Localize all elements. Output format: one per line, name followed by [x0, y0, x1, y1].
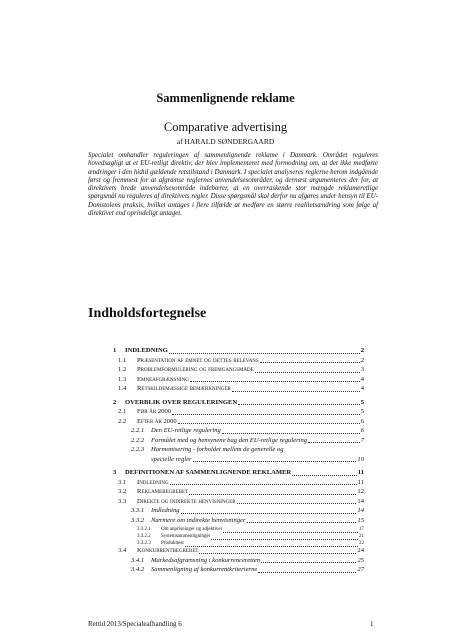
toc-entry-title: Reklamebegrebet [137, 488, 189, 495]
toc-entry-page: 10 [357, 455, 364, 463]
toc-leader-dots [222, 428, 360, 434]
toc-leader-dots [181, 508, 357, 514]
toc-entry-page: 14 [357, 497, 364, 505]
toc-entry-title: Den EU-retlige regulering [151, 427, 221, 434]
toc-leader-dots [170, 479, 357, 485]
toc-entry[interactable] [131, 516, 364, 525]
toc-leader-dots [260, 357, 360, 363]
toc-entry-page: 27 [357, 566, 364, 573]
toc-entry[interactable] [118, 356, 364, 365]
toc-entry-page: 25 [357, 556, 364, 564]
toc-entry-title: Indledning [151, 507, 180, 514]
toc-entry-number: 3.3.2.3 [137, 541, 151, 546]
toc-entry[interactable] [113, 468, 364, 477]
toc-entry[interactable] [131, 506, 364, 515]
toc-entry-page: 17 [359, 527, 364, 532]
toc-entry[interactable] [118, 497, 364, 506]
toc-entry-number: 3.3.2.2 [137, 534, 151, 539]
toc-leader-dots [247, 517, 357, 523]
toc-leader-dots [308, 437, 360, 443]
toc-entry-number: 3.4.1 [131, 556, 145, 564]
toc-entry-page: 4 [360, 375, 364, 383]
toc-leader-dots [189, 489, 356, 495]
toc-entry-page: 2 [360, 347, 364, 354]
toc-entry-title: Emneafgrænsning [137, 375, 189, 383]
toc-entry-number: 3.2 [118, 488, 127, 495]
toc-entry[interactable] [131, 436, 364, 445]
toc-entry-page: 21 [359, 534, 364, 539]
toc-leader-dots [238, 399, 360, 405]
toc-entry-title: Konkurrentbegrebet [137, 547, 199, 554]
document-title: Sammenlignende reklame [156, 91, 295, 105]
toc-entry-page: 15 [357, 516, 364, 524]
toc-entry-number: 3.4 [118, 547, 127, 554]
toc-entry[interactable] [118, 417, 364, 426]
toc-heading: Indholdsfortegnelse [88, 306, 207, 321]
toc-entry-number: 1 [113, 347, 117, 354]
toc-leader-dots [255, 367, 360, 373]
toc-entry[interactable] [118, 478, 364, 487]
toc-entry-title: Direkte og indirekte henvisninger [137, 497, 236, 505]
toc-entry-page: 14 [357, 507, 364, 514]
toc-entry[interactable] [118, 365, 364, 374]
author-line: af HARALD SØNDERGAARD [176, 137, 275, 146]
toc-entry-page: 6 [360, 427, 364, 434]
toc-entry-number: 2.2 [118, 417, 127, 425]
toc-entry-title: Efter år 2000 [137, 417, 177, 425]
toc-entry-title: Præsentation af emnet og dettes relevans [137, 356, 259, 364]
toc-entry[interactable] [113, 398, 364, 407]
toc-entry[interactable] [118, 487, 364, 496]
toc-entry-number: 3.3.2.1 [137, 527, 151, 532]
toc-entry-title: Før år 2000 [137, 408, 172, 415]
toc-entry-page: 11 [357, 478, 364, 486]
toc-entry-page: 24 [357, 547, 364, 554]
toc-entry-number: 1.4 [118, 385, 127, 392]
toc-entry-title: OVERBLIK OVER REGULERINGEN [125, 398, 238, 406]
toc-leader-dots [261, 557, 356, 563]
toc-entry[interactable] [131, 455, 364, 464]
toc-leader-dots [258, 567, 356, 573]
toc-entry-title: INDLEDNING [125, 347, 168, 354]
toc-entry[interactable] [131, 426, 364, 435]
toc-entry-page: 6 [360, 417, 364, 425]
toc-entry[interactable] [131, 556, 364, 565]
toc-entry-title: Systemsammenligninger [161, 534, 211, 539]
toc-entry-number: 2.1 [118, 408, 127, 415]
toc-entry-page: 12 [357, 488, 364, 495]
toc-entry-number: 1.3 [118, 375, 127, 383]
toc-entry-title: Indledning [137, 478, 169, 486]
toc-entry-page: 5 [360, 398, 364, 406]
toc-entry[interactable] [118, 546, 364, 555]
toc-entry-number: 3.4.2 [131, 566, 145, 573]
toc-entry[interactable] [113, 346, 364, 355]
document-subtitle: Comparative advertising [163, 120, 288, 134]
toc-entry-title: Om anprisninger og adjektiver [161, 527, 223, 532]
toc-leader-dots [190, 376, 360, 382]
toc-leader-dots [178, 418, 360, 424]
footer-source: Rettid 2013/Specialeafhandling 6 [88, 620, 182, 628]
toc-entry-page: 7 [360, 436, 364, 444]
toc-entry-number: 2 [113, 398, 117, 406]
toc-entry-page: 11 [357, 469, 364, 476]
toc-entry[interactable] [131, 445, 364, 454]
toc-entry-number: 2.2.3 [131, 446, 145, 453]
toc-entry-page: 22 [359, 541, 364, 546]
toc-entry[interactable] [118, 384, 364, 393]
abstract-paragraph: Specialet omhandler reguleringen af sammenlignende reklame i Danmark. Området reguleres hovedsagligt at et EU-retligt direktiv, der blev implementeret med formodning om, at det ikke medførte ændringer i den hidtil gældende retstilstand i Danmark. I specialet analyseres reglerne herom indgående først og fremmest for at afgrænse reglernes anvendelsesområder, og dernæst argumenteres der for, at direktivets brede anvendelsesområde indebærer, at en overraskende stor mængde reklameretlige spørgsmål nu reguleres af direktivets regler. Disse spørgsmål skal derfor nu afgøres under hensyn til EU-Domstolens praksis, hvilket antages i flere tilfælde at medføre en større realitetsændring som følge af direktivet end oprindeligt antaget. [88, 152, 378, 218]
toc-entry[interactable] [118, 407, 364, 416]
toc-entry-page: 3 [360, 366, 364, 373]
toc-entry-number: 3.3.1 [131, 507, 145, 514]
toc-leader-dots [237, 498, 357, 504]
toc-entry-page: 5 [360, 408, 364, 415]
toc-entry-title: Sammenligning af konkurrentkriterierne [151, 566, 258, 573]
toc-entry-title: Produkttest [161, 541, 184, 546]
toc-entry-title: Problemformulering og fremgangsmåde [137, 366, 254, 373]
toc-entry-number: 2.2.2 [131, 436, 145, 444]
toc-entry-number: 3.1 [118, 478, 127, 486]
toc-entry[interactable] [118, 375, 364, 384]
toc-entry-title: Markedsafgrænsning i konkurrenceretten [151, 556, 261, 564]
toc-leader-dots [199, 548, 356, 554]
toc-entry-title: Nærmere om indirekte henvisninger [151, 516, 246, 524]
toc-entry-number: 3 [113, 469, 117, 476]
toc-leader-dots [232, 386, 360, 392]
toc-entry-title: Retskildemæssige bemærkninger [137, 385, 231, 392]
toc-entry-page: 4 [360, 385, 364, 392]
toc-entry-title: DEFINITIONEN AF SAMMENLIGNENDE REKLAMER [125, 469, 292, 476]
toc-entry-title: Harmonisering - forholdet mellem de generelle og [151, 446, 284, 453]
toc-entry-page: 2 [360, 356, 364, 364]
toc-entry[interactable] [131, 565, 364, 574]
footer-page-number: 1 [370, 620, 374, 628]
toc-entry-number: 1.1 [118, 356, 127, 364]
toc-entry-number: 2.2.1 [131, 427, 145, 434]
toc-leader-dots [292, 470, 357, 476]
toc-leader-dots [193, 456, 357, 462]
toc-entry-number: 3.3.2 [131, 516, 145, 524]
toc-entry-number: 1.2 [118, 366, 127, 373]
toc-entry-title: Formålet med og hensynene bag den EU-retlige regulering [151, 436, 308, 444]
toc-entry-number: 3.3 [118, 497, 127, 505]
toc-leader-dots [172, 409, 360, 415]
toc-entry-title: specielle regler [151, 455, 192, 463]
toc-leader-dots [169, 348, 360, 354]
